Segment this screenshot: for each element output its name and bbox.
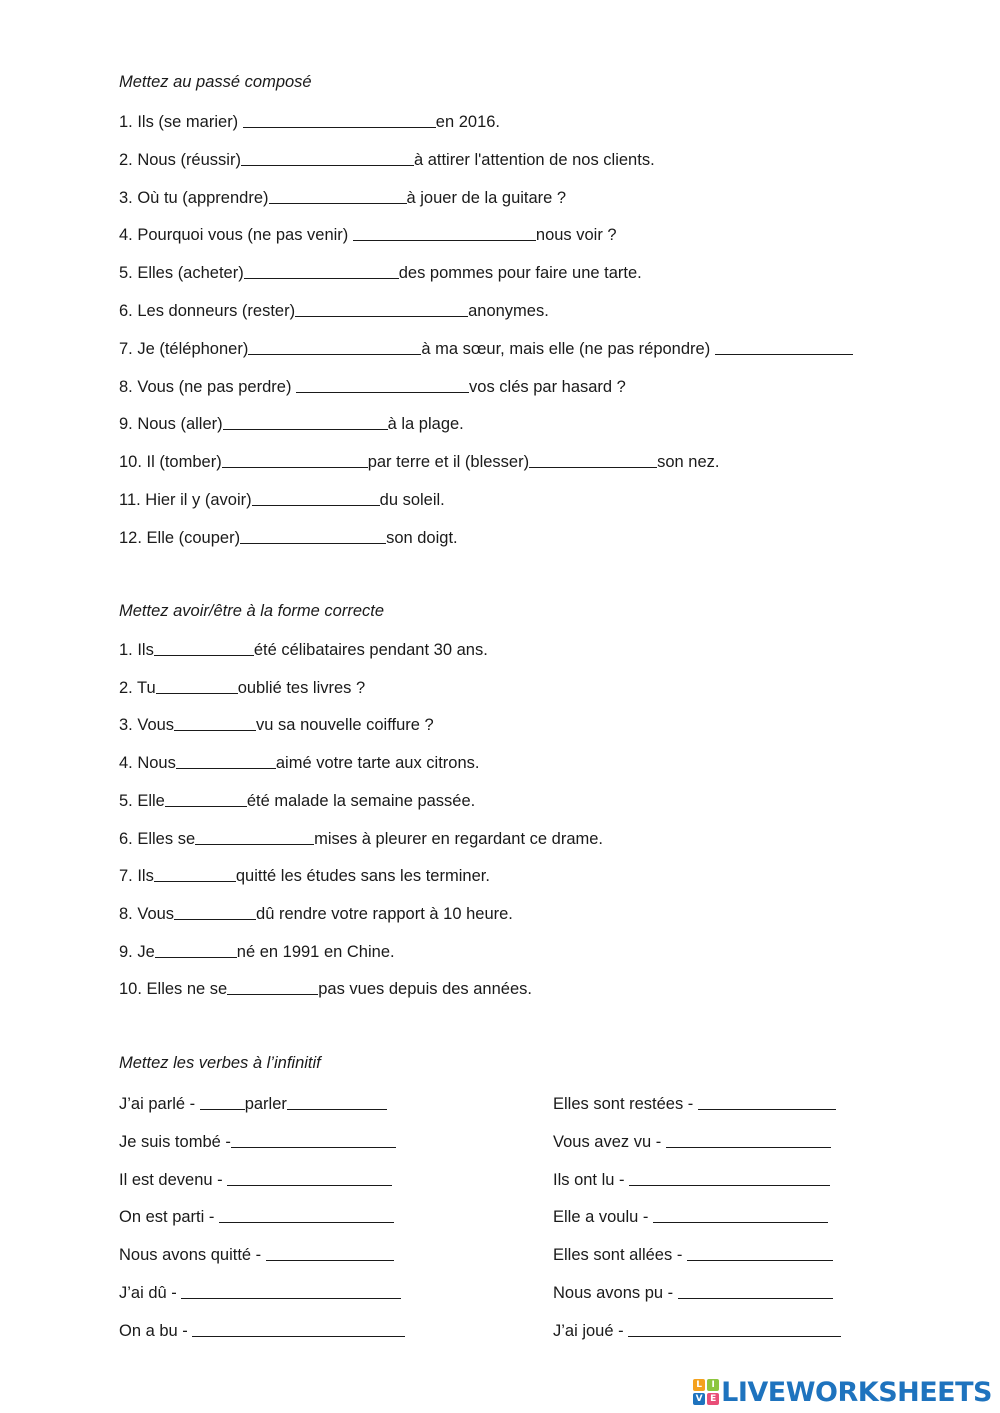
exercise-text: aimé votre tarte aux citrons. <box>275 754 480 773</box>
answer-blank[interactable] <box>248 339 421 355</box>
exercise-line <box>119 865 490 886</box>
answer-blank[interactable] <box>174 904 256 920</box>
exercise-text: 4. Pourquoi vous (ne pas venir) <box>119 226 353 245</box>
answer-blank[interactable] <box>154 640 254 656</box>
exercise-line <box>119 111 500 132</box>
exercise-line <box>119 338 853 359</box>
infinitive-line <box>553 1282 833 1303</box>
infinitive-line <box>119 1320 405 1341</box>
liveworksheets-logo <box>693 1377 992 1407</box>
infinitive-line <box>119 1131 396 1152</box>
exercise-text: mises à pleurer en regardant ce drame. <box>314 829 604 848</box>
logo-letter: E <box>707 1393 719 1405</box>
exercise-text: 10. Il (tomber) <box>119 453 222 472</box>
verb-form: J’ai dû - <box>119 1284 182 1302</box>
exercise-line <box>119 639 488 660</box>
exercise-text: 9. Je <box>119 942 155 961</box>
exercise-line <box>119 752 479 773</box>
answer-blank[interactable] <box>666 1132 831 1148</box>
exercise-text: été célibataires pendant 30 ans. <box>253 641 488 659</box>
exercise-text: quitté les études sans les terminer. <box>235 867 490 886</box>
logo-letter: I <box>707 1379 719 1391</box>
infinitive-line <box>119 1169 392 1190</box>
answer-blank[interactable] <box>227 979 318 995</box>
answer-blank[interactable] <box>241 150 414 166</box>
verb-form: On est parti - <box>119 1208 219 1227</box>
answer-blank[interactable] <box>252 490 380 506</box>
exercise-text: vos clés par hasard ? <box>469 377 626 396</box>
answer-blank[interactable] <box>223 414 388 430</box>
answer-blank[interactable] <box>653 1207 828 1223</box>
answer-blank[interactable] <box>192 1321 405 1337</box>
answer-blank[interactable] <box>154 866 236 882</box>
answer-blank[interactable] <box>195 829 314 845</box>
answer-blank[interactable] <box>687 1245 833 1261</box>
exercise-text: 9. Nous (aller) <box>119 415 223 434</box>
answer-blank[interactable] <box>698 1094 836 1110</box>
example-answer: parler <box>244 1095 287 1113</box>
exercise-text: vu sa nouvelle coiffure ? <box>256 716 434 735</box>
exercise-text: été malade la semaine passée. <box>246 791 476 810</box>
exercise-text: son nez. <box>657 453 720 472</box>
exercise-text: à attirer l'attention de nos clients. <box>413 150 655 169</box>
answer-blank[interactable] <box>243 112 436 128</box>
infinitive-line <box>119 1244 394 1265</box>
verb-form: J’ai joué - <box>553 1321 629 1340</box>
exercise-line <box>119 489 445 510</box>
answer-blank[interactable] <box>200 1094 245 1110</box>
exercise-text: par terre et il (blesser) <box>367 453 530 472</box>
logo-mark-icon <box>693 1379 719 1405</box>
exercise-text: nous voir ? <box>535 226 617 245</box>
exercise-text: 6. Les donneurs (rester) <box>119 302 296 320</box>
exercise-line <box>119 828 603 849</box>
exercise-text: 8. Vous (ne pas perdre) <box>119 377 297 396</box>
answer-blank[interactable] <box>222 452 368 468</box>
answer-blank[interactable] <box>227 1170 392 1186</box>
verb-form: Il est devenu - <box>119 1170 228 1189</box>
answer-blank[interactable] <box>678 1283 833 1299</box>
exercise-text: son doigt. <box>386 528 458 547</box>
exercise-text: 12. Elle (couper) <box>119 528 241 547</box>
exercise-text: 2. Tu <box>119 678 156 697</box>
answer-blank[interactable] <box>219 1207 394 1223</box>
exercise-text: anonymes. <box>468 302 549 320</box>
exercise-text: 5. Elle <box>119 791 165 810</box>
answer-blank[interactable] <box>155 942 237 958</box>
exercise-text: oublié tes livres ? <box>237 678 366 697</box>
exercise-text: 8. Vous <box>119 904 175 923</box>
exercise-line <box>119 413 464 434</box>
exercise-line <box>119 677 365 698</box>
exercise-line <box>119 187 566 208</box>
exercise-text: en 2016. <box>435 113 501 131</box>
verb-form: J’ai parlé - <box>119 1095 200 1113</box>
exercise-text: 2. Nous (réussir) <box>119 150 241 169</box>
exercise-text: 3. Où tu (apprendre) <box>119 188 269 207</box>
exercise-line <box>119 903 513 924</box>
answer-blank[interactable] <box>174 715 256 731</box>
answer-blank[interactable] <box>715 339 853 355</box>
answer-blank[interactable] <box>629 1170 830 1186</box>
exercise-text: né en 1991 en Chine. <box>236 942 395 961</box>
exercise-text: à la plage. <box>387 415 464 434</box>
infinitive-line <box>119 1282 401 1303</box>
logo-letter: L <box>693 1379 705 1391</box>
answer-blank[interactable] <box>295 301 468 317</box>
infinitive-line <box>553 1131 831 1152</box>
answer-blank[interactable] <box>269 188 407 204</box>
infinitive-line <box>119 1206 394 1227</box>
exercise-line <box>119 941 395 962</box>
section-title-avoir-etre: Mettez avoir/être à la forme correcte <box>119 602 385 620</box>
exercise-text: 10. Elles ne se <box>119 980 228 999</box>
exercise-text: du soleil. <box>379 491 445 509</box>
verb-form: Elle a voulu - <box>553 1208 653 1227</box>
exercise-text: des pommes pour faire une tarte. <box>398 264 642 283</box>
answer-blank[interactable] <box>296 377 469 393</box>
exercise-text: 3. Vous <box>119 716 175 735</box>
infinitive-line <box>553 1093 836 1114</box>
verb-form: On a bu - <box>119 1321 193 1340</box>
section-title-infinitif: Mettez les verbes à l’infinitif <box>119 1054 321 1072</box>
exercise-text: 5. Elles (acheter) <box>119 264 244 283</box>
exercise-line <box>119 527 458 548</box>
exercise-text: 1. Ils (se marier) <box>119 113 243 131</box>
exercise-line <box>119 790 475 811</box>
exercise-text: 7. Je (téléphoner) <box>119 339 249 358</box>
verb-form: Vous avez vu - <box>553 1132 666 1151</box>
answer-blank[interactable] <box>231 1132 396 1148</box>
exercise-text: 1. Ils <box>119 641 154 659</box>
exercise-line <box>119 224 617 245</box>
section-title-passe-compose: Mettez au passé composé <box>119 73 312 91</box>
infinitive-line <box>553 1244 833 1265</box>
exercise-line <box>119 451 719 472</box>
exercise-text: 6. Elles se <box>119 829 196 848</box>
verb-form: Je suis tombé - <box>119 1132 231 1151</box>
exercise-line <box>119 262 642 283</box>
exercise-text: pas vues depuis des années. <box>318 980 532 999</box>
answer-blank[interactable] <box>181 1283 401 1299</box>
exercise-text: à jouer de la guitare ? <box>406 188 567 207</box>
answer-blank[interactable] <box>628 1321 841 1337</box>
logo-letter: V <box>693 1393 705 1405</box>
answer-blank[interactable] <box>244 263 399 279</box>
exercise-line <box>119 714 434 735</box>
exercise-text: à ma sœur, mais elle (ne pas répondre) <box>421 339 715 358</box>
verb-form: Ils ont lu - <box>553 1170 630 1189</box>
answer-blank[interactable] <box>529 452 657 468</box>
exercise-text: 7. Ils <box>119 867 154 886</box>
infinitive-line <box>553 1169 830 1190</box>
infinitive-line <box>119 1093 387 1114</box>
infinitive-line <box>553 1206 828 1227</box>
logo-text: LIVEWORKSHEETS <box>721 1376 992 1408</box>
exercise-line <box>119 300 549 321</box>
answer-blank[interactable] <box>266 1245 394 1261</box>
verb-form: Elles sont restées - <box>553 1095 698 1113</box>
exercise-text: 11. Hier il y (avoir) <box>119 491 252 509</box>
exercise-text: dû rendre votre rapport à 10 heure. <box>256 904 513 923</box>
verb-form: Nous avons quitté - <box>119 1246 266 1265</box>
verb-form: Nous avons pu - <box>553 1284 678 1302</box>
infinitive-line <box>553 1320 841 1341</box>
exercise-line <box>119 978 532 999</box>
answer-blank[interactable] <box>156 678 238 694</box>
answer-blank[interactable] <box>240 528 386 544</box>
answer-blank[interactable] <box>353 225 536 241</box>
exercise-text: 4. Nous <box>119 754 176 773</box>
answer-blank[interactable] <box>165 791 247 807</box>
verb-form: Elles sont allées - <box>553 1246 687 1265</box>
answer-blank[interactable] <box>176 753 276 769</box>
answer-blank[interactable] <box>287 1094 387 1110</box>
exercise-line <box>119 149 655 170</box>
exercise-line <box>119 376 626 397</box>
